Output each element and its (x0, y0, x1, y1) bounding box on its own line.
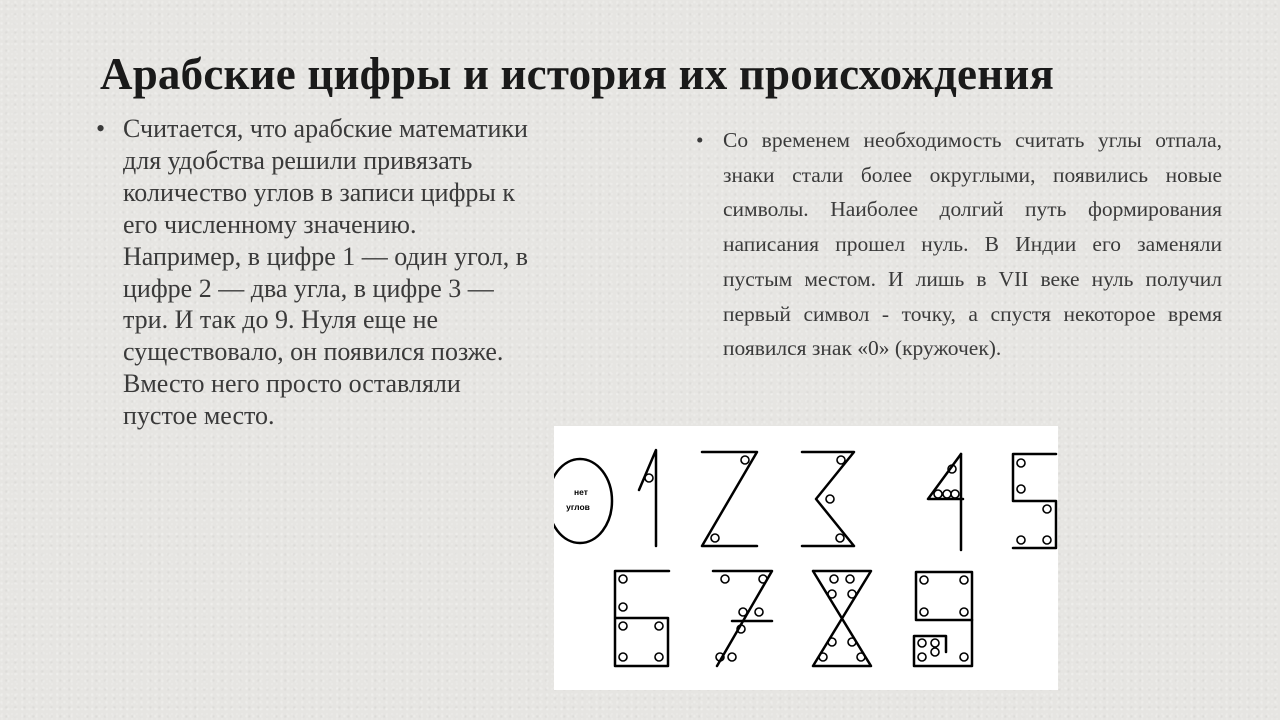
digit-three-shape (802, 452, 854, 546)
right-bullet-item (696, 123, 1222, 366)
digit-six-shape (615, 571, 669, 666)
digits-angles-illustration (554, 426, 1058, 690)
digit-four-shape (928, 454, 963, 550)
slide-title: Арабские цифры и история их происхождения (100, 49, 1054, 99)
digit-five-shape (1013, 454, 1056, 548)
bullet-marker: • (96, 114, 106, 143)
digit-two-shape (702, 452, 757, 546)
digit-nine-shape (914, 572, 972, 666)
bullet-marker: • (696, 128, 704, 152)
digit-zero-shape (554, 459, 612, 543)
left-bullet-text: Считается, что арабские математики для удобства решили привязать количество углов в записи цифры к его численному значению. Например, в цифре 1 — один угол, в цифре 2 — два угла, в цифре 3 — три. И так до 9. Нуля еще не существовало, он появился позже. Вместо него просто оставляли пустое место. (123, 114, 529, 431)
digit-seven-shape (713, 571, 772, 666)
right-bullet-text: Со временем необходимость считать углы отпала, знаки стали более округлыми, появились новые символы. Наиболее долгий путь формирования написания прошел нуль. В Индии его заменяли пустым местом. И лишь в VII веке нуль получил первый символ - точку, а спустя некоторое время появился знак «0» (кружочек). (723, 128, 1222, 361)
zero-label-line2: углов (566, 502, 590, 512)
zero-label-line1: нет (574, 487, 588, 497)
digit-one-shape (639, 450, 656, 546)
digits-angles-figure (554, 426, 1058, 690)
left-bullet-item (96, 113, 541, 432)
digit-eight-shape (813, 571, 871, 666)
